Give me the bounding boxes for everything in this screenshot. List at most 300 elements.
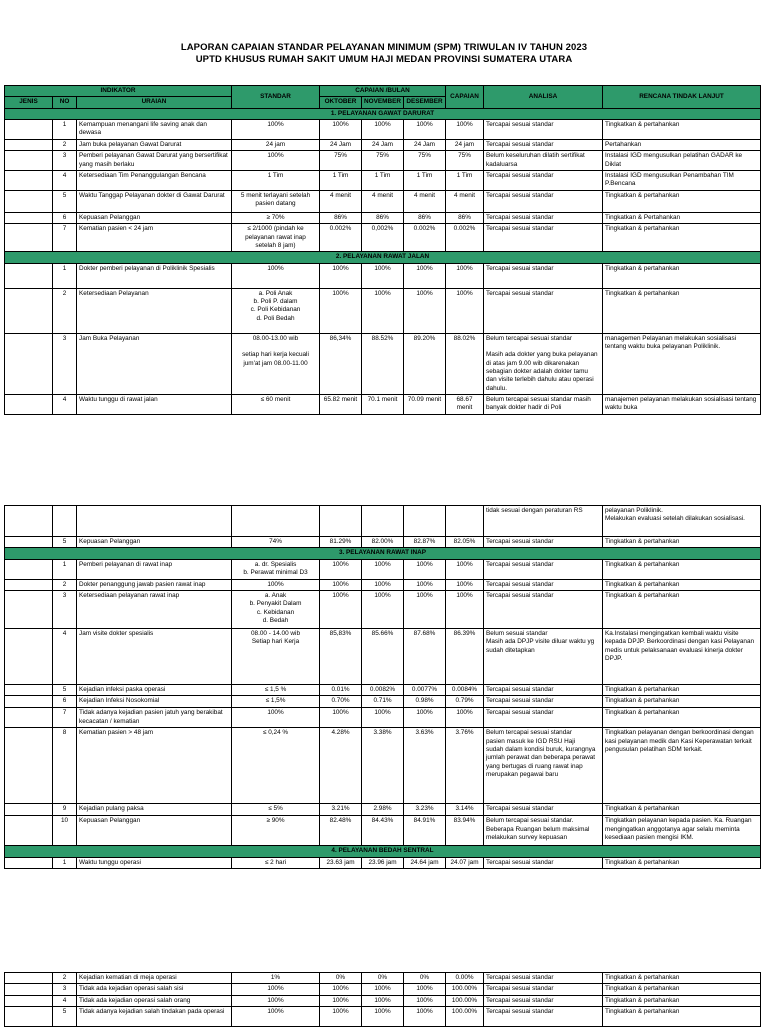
desember-cell: 100% bbox=[404, 995, 446, 1006]
no-cell: 6 bbox=[53, 212, 77, 223]
capaian-cell: 0.002% bbox=[446, 224, 484, 252]
analisa-cell: Tercapai sesuai standar bbox=[484, 537, 603, 548]
capaian-cell: 3.76% bbox=[446, 728, 484, 804]
empty-cell bbox=[5, 506, 53, 537]
capaian-cell: 4 menit bbox=[446, 190, 484, 212]
desember-cell: 82.87% bbox=[404, 537, 446, 548]
rencana-cell: Tingkatkan & pertahankan bbox=[603, 995, 761, 1006]
rencana-cell: Tingkatkan & pertahankan bbox=[603, 804, 761, 816]
analisa-cell: Belum sesuai standar Masih ada DPJP visite diluar waktu yg sudah ditetapkan bbox=[484, 628, 603, 684]
no-cell: 10 bbox=[53, 816, 77, 846]
oktober-cell: 86% bbox=[320, 212, 362, 223]
rencana-cell: Instalasi IGD mengusulkan pelatihan GADAR ke Diklat bbox=[603, 151, 761, 171]
analisa-cell: Belum tercapai sesuai standar pasien masuk ke IGD RSU Haji sudah dalam kondisi buruk, kurangnya jumlah perawat dan beberapa perawat yang bertugas di ruang rawat inap merupakan pegawai baru bbox=[484, 728, 603, 804]
empty-cell bbox=[77, 506, 232, 537]
indicator-row bbox=[5, 579, 761, 590]
november-cell: 0% bbox=[362, 973, 404, 984]
header-november: NOVEMBER bbox=[362, 97, 404, 108]
rencana-cell: Ka.Instalasi mengingatkan kembali waktu visite kepada DPJP. Berkoordinasi dengan kasi Pelayanan medis untuk pelaksanaan evaluasi kinerja dokter DPJP. bbox=[603, 628, 761, 684]
standar-cell: ≤ 1,5 % bbox=[232, 684, 320, 695]
desember-cell: 4 menit bbox=[404, 190, 446, 212]
analisa-cell: Tercapai sesuai standar bbox=[484, 590, 603, 628]
desember-cell: 89.20% bbox=[404, 333, 446, 394]
header-capaian: CAPAIAN bbox=[446, 86, 484, 109]
oktober-cell: 100% bbox=[320, 119, 362, 139]
empty-cell bbox=[53, 506, 77, 537]
uraian-cell: Dokter pemberi pelayanan di Poliklinik Spesialis bbox=[77, 263, 232, 288]
no-cell: 5 bbox=[53, 537, 77, 548]
uraian-cell: Kepuasan Pelanggan bbox=[77, 816, 232, 846]
no-cell: 6 bbox=[53, 696, 77, 708]
uraian-cell: Kejadian infeksi paska operasi bbox=[77, 684, 232, 695]
no-cell: 3 bbox=[53, 590, 77, 628]
jenis-cell bbox=[5, 973, 53, 984]
indicator-row bbox=[5, 816, 761, 846]
header-jenis: JENIS bbox=[5, 97, 53, 108]
jenis-cell bbox=[5, 190, 53, 212]
analisa-cell: Tercapai sesuai standar bbox=[484, 139, 603, 150]
november-cell: 86% bbox=[362, 212, 404, 223]
oktober-cell: 0.002% bbox=[320, 224, 362, 252]
jenis-cell bbox=[5, 151, 53, 171]
capaian-cell: 100% bbox=[446, 708, 484, 728]
indicator-row bbox=[5, 212, 761, 223]
oktober-cell: 100% bbox=[320, 995, 362, 1006]
desember-cell: 100% bbox=[404, 263, 446, 288]
analisa-cell: Tercapai sesuai standar bbox=[484, 684, 603, 695]
analisa-cell: Tercapai sesuai standar bbox=[484, 190, 603, 212]
capaian-cell: 100% bbox=[446, 579, 484, 590]
rencana-cell: manajemen pelayanan melakukan sosialisasi tentang waktu buka bbox=[603, 394, 761, 414]
no-cell: 5 bbox=[53, 1006, 77, 1026]
capaian-cell: 24 jam bbox=[446, 139, 484, 150]
november-cell: 100% bbox=[362, 288, 404, 333]
desember-cell: 24.64 jam bbox=[404, 857, 446, 868]
no-cell: 4 bbox=[53, 394, 77, 414]
analisa-cell: Tercapai sesuai standar bbox=[484, 119, 603, 139]
oktober-cell: 23.63 jam bbox=[320, 857, 362, 868]
section-header-row bbox=[5, 108, 761, 119]
oktober-cell: 4.28% bbox=[320, 728, 362, 804]
rencana-cell: Tingkatkan & pertahankan bbox=[603, 590, 761, 628]
jenis-cell bbox=[5, 857, 53, 868]
no-cell: 8 bbox=[53, 728, 77, 804]
uraian-cell: Waktu Tanggap Pelayanan dokter di Gawat Darurat bbox=[77, 190, 232, 212]
november-cell: 82.00% bbox=[362, 537, 404, 548]
continuation-row bbox=[5, 506, 761, 537]
analisa-cell: Belum tercapai sesuai standar Masih ada dokter yang buka pelayanan di atas jam 9.00 wib dikarenakan sebagian dokter adalah dokter tamu dan visite terlebih dahulu atau operasi dahulu. bbox=[484, 333, 603, 394]
november-cell: 100% bbox=[362, 559, 404, 579]
desember-cell: 0.002% bbox=[404, 224, 446, 252]
jenis-cell bbox=[5, 119, 53, 139]
standar-cell: 100% bbox=[232, 708, 320, 728]
section-title: 1. PELAYANAN GAWAT DARURAT bbox=[5, 108, 761, 119]
oktober-cell: 100% bbox=[320, 1006, 362, 1026]
analisa-cell: Tercapai sesuai standar bbox=[484, 579, 603, 590]
jenis-cell bbox=[5, 288, 53, 333]
indicator-row bbox=[5, 857, 761, 868]
november-cell: 70.1 menit bbox=[362, 394, 404, 414]
november-cell: 88.52% bbox=[362, 333, 404, 394]
november-cell: 85.66% bbox=[362, 628, 404, 684]
capaian-cell: 82.05% bbox=[446, 537, 484, 548]
rencana-cell: Tingkatkan & pertahankan bbox=[603, 1006, 761, 1026]
uraian-cell: Ketersediaan pelayanan rawat inap bbox=[77, 590, 232, 628]
november-cell: 100% bbox=[362, 119, 404, 139]
no-cell: 1 bbox=[53, 263, 77, 288]
header-capaian-bulan: CAPAIAN /BULAN bbox=[320, 86, 446, 97]
capaian-cell: 0.00% bbox=[446, 973, 484, 984]
empty-cell bbox=[446, 506, 484, 537]
standar-cell: 100% bbox=[232, 1006, 320, 1026]
oktober-cell: 85,83% bbox=[320, 628, 362, 684]
oktober-cell: 100% bbox=[320, 579, 362, 590]
oktober-cell: 0.70% bbox=[320, 696, 362, 708]
standar-cell: ≥ 90% bbox=[232, 816, 320, 846]
header-uraian: URAIAN bbox=[77, 97, 232, 108]
analisa-cell: Tercapai sesuai standar bbox=[484, 170, 603, 190]
capaian-cell: 100% bbox=[446, 590, 484, 628]
jenis-cell bbox=[5, 263, 53, 288]
capaian-cell: 86% bbox=[446, 212, 484, 223]
spm-table-page-2 bbox=[4, 505, 761, 869]
desember-cell: 0.98% bbox=[404, 696, 446, 708]
section-header-row bbox=[5, 252, 761, 263]
indicator-row bbox=[5, 139, 761, 150]
november-cell: 100% bbox=[362, 1006, 404, 1026]
indicator-row bbox=[5, 628, 761, 684]
jenis-cell bbox=[5, 804, 53, 816]
oktober-cell: 100% bbox=[320, 559, 362, 579]
header-standar: STANDAR bbox=[232, 86, 320, 109]
standar-cell: 100% bbox=[232, 984, 320, 995]
uraian-cell: Tidak ada kejadian operasi salah sisi bbox=[77, 984, 232, 995]
capaian-cell: 100% bbox=[446, 559, 484, 579]
rencana-cell: Tingkatkan & pertahankan bbox=[603, 537, 761, 548]
analisa-cell: Tercapai sesuai standar bbox=[484, 288, 603, 333]
rencana-cell: Tingkatkan & pertahankan bbox=[603, 190, 761, 212]
rencana-cell: Tingkatkan & pertahankan bbox=[603, 559, 761, 579]
oktober-cell: 100% bbox=[320, 590, 362, 628]
empty-cell bbox=[320, 506, 362, 537]
desember-cell: 100% bbox=[404, 579, 446, 590]
no-cell: 4 bbox=[53, 628, 77, 684]
standar-cell: 100% bbox=[232, 151, 320, 171]
standar-cell: 08.00-13.00 wib setiap hari kerja kecuali jum'at jam 08.00-11.00 bbox=[232, 333, 320, 394]
no-cell: 2 bbox=[53, 973, 77, 984]
standar-cell: 100% bbox=[232, 995, 320, 1006]
desember-cell: 100% bbox=[404, 708, 446, 728]
rencana-cell: Tingkatkan & pertahankan bbox=[603, 984, 761, 995]
no-cell: 9 bbox=[53, 804, 77, 816]
november-cell: 1 Tim bbox=[362, 170, 404, 190]
indicator-row bbox=[5, 537, 761, 548]
capaian-cell: 24.07 jam bbox=[446, 857, 484, 868]
indicator-row bbox=[5, 394, 761, 414]
november-cell: 100% bbox=[362, 579, 404, 590]
november-cell: 0.71% bbox=[362, 696, 404, 708]
uraian-cell: Ketersediaan Tim Penanggulangan Bencana bbox=[77, 170, 232, 190]
oktober-cell: 75% bbox=[320, 151, 362, 171]
empty-cell bbox=[404, 506, 446, 537]
analisa-cell: Tercapai sesuai standar bbox=[484, 224, 603, 252]
capaian-cell: 100% bbox=[446, 263, 484, 288]
oktober-cell: 100% bbox=[320, 984, 362, 995]
capaian-cell: 0.79% bbox=[446, 696, 484, 708]
desember-cell: 70.09 menit bbox=[404, 394, 446, 414]
november-cell: 0,002% bbox=[362, 224, 404, 252]
empty-cell bbox=[232, 506, 320, 537]
header-rencana: RENCANA TINDAK LANJUT bbox=[603, 86, 761, 109]
capaian-cell: 100.00% bbox=[446, 984, 484, 995]
november-cell: 2.98% bbox=[362, 804, 404, 816]
desember-cell: 84.91% bbox=[404, 816, 446, 846]
rencana-cell: pelayanan Poliklinik. Melakukan evaluasi setelah dilakukan sosialisasi. bbox=[603, 506, 761, 537]
jenis-cell bbox=[5, 708, 53, 728]
section-header-row bbox=[5, 548, 761, 559]
jenis-cell bbox=[5, 684, 53, 695]
jenis-cell bbox=[5, 394, 53, 414]
analisa-cell: Tercapai sesuai standar bbox=[484, 995, 603, 1006]
capaian-cell: 100% bbox=[446, 119, 484, 139]
desember-cell: 3.63% bbox=[404, 728, 446, 804]
indicator-row bbox=[5, 984, 761, 995]
rencana-cell: Tingkatkan & pertahankan bbox=[603, 288, 761, 333]
jenis-cell bbox=[5, 728, 53, 804]
capaian-cell: 100% bbox=[446, 288, 484, 333]
standar-cell: a. Anak b. Penyakit Dalam c. Kebidanan d. Bedah bbox=[232, 590, 320, 628]
november-cell: 100% bbox=[362, 263, 404, 288]
analisa-cell: Tercapai sesuai standar bbox=[484, 708, 603, 728]
jenis-cell bbox=[5, 537, 53, 548]
desember-cell: 3.23% bbox=[404, 804, 446, 816]
desember-cell: 100% bbox=[404, 119, 446, 139]
standar-cell: 74% bbox=[232, 537, 320, 548]
rencana-cell: Tingkatkan & pertahankan bbox=[603, 857, 761, 868]
rencana-cell: Tingkatkan & Pertahankan bbox=[603, 212, 761, 223]
no-cell: 1 bbox=[53, 119, 77, 139]
uraian-cell: Tidak adanya kejadian salah tindakan pada operasi bbox=[77, 1006, 232, 1026]
header-analisa: ANALISA bbox=[484, 86, 603, 109]
desember-cell: 100% bbox=[404, 984, 446, 995]
section-title: 3. PELAYANAN RAWAT INAP bbox=[5, 548, 761, 559]
standar-cell: 100% bbox=[232, 579, 320, 590]
desember-cell: 100% bbox=[404, 590, 446, 628]
november-cell: 100% bbox=[362, 995, 404, 1006]
desember-cell: 87.68% bbox=[404, 628, 446, 684]
no-cell: 7 bbox=[53, 708, 77, 728]
standar-cell: ≥ 70% bbox=[232, 212, 320, 223]
report-title-line-1: LAPORAN CAPAIAN STANDAR PELAYANAN MINIMUM (SPM) TRIWULAN IV TAHUN 2023 bbox=[180, 42, 588, 53]
jenis-cell bbox=[5, 333, 53, 394]
jenis-cell bbox=[5, 212, 53, 223]
capaian-cell: 100.00% bbox=[446, 1006, 484, 1026]
oktober-cell: 24 Jam bbox=[320, 139, 362, 150]
rencana-cell: Tingkatkan & pertahankan bbox=[603, 973, 761, 984]
indicator-row bbox=[5, 696, 761, 708]
uraian-cell: Tidak ada kejadian operasi salah orang bbox=[77, 995, 232, 1006]
analisa-cell: Tercapai sesuai standar bbox=[484, 984, 603, 995]
section-header-row bbox=[5, 846, 761, 857]
jenis-cell bbox=[5, 1006, 53, 1026]
uraian-cell: Kepuasan Pelanggan bbox=[77, 212, 232, 223]
standar-cell: ≤ 1,5% bbox=[232, 696, 320, 708]
desember-cell: 24 Jam bbox=[404, 139, 446, 150]
jenis-cell bbox=[5, 559, 53, 579]
jenis-cell bbox=[5, 224, 53, 252]
standar-cell: ≤ 2 hari bbox=[232, 857, 320, 868]
standar-cell: 1 Tim bbox=[232, 170, 320, 190]
jenis-cell bbox=[5, 984, 53, 995]
indicator-row bbox=[5, 728, 761, 804]
oktober-cell: 3.21% bbox=[320, 804, 362, 816]
uraian-cell: Jam visite dokter spesialis bbox=[77, 628, 232, 684]
standar-cell: 100% bbox=[232, 263, 320, 288]
analisa-cell: Tercapai sesuai standar bbox=[484, 973, 603, 984]
capaian-cell: 86.39% bbox=[446, 628, 484, 684]
indicator-row bbox=[5, 288, 761, 333]
indicator-row bbox=[5, 151, 761, 171]
capaian-cell: 68.67 menit bbox=[446, 394, 484, 414]
uraian-cell: Kematian pasien < 24 jam bbox=[77, 224, 232, 252]
section-title: 2. PELAYANAN RAWAT JALAN bbox=[5, 252, 761, 263]
uraian-cell: Kejadian Infeksi Nosokomial bbox=[77, 696, 232, 708]
uraian-cell: Kejadian kematian di meja operasi bbox=[77, 973, 232, 984]
rencana-cell: Tingkatkan & pertahankan bbox=[603, 696, 761, 708]
uraian-cell: Kematian pasien > 48 jam bbox=[77, 728, 232, 804]
standar-cell: a. dr. Spesialis b. Perawat minimal D3 bbox=[232, 559, 320, 579]
desember-cell: 1 Tim bbox=[404, 170, 446, 190]
november-cell: 4 menit bbox=[362, 190, 404, 212]
analisa-cell: Tercapai sesuai standar bbox=[484, 263, 603, 288]
analisa-cell: tidak sesuai dengan peraturan RS bbox=[484, 506, 603, 537]
no-cell: 1 bbox=[53, 857, 77, 868]
capaian-cell: 75% bbox=[446, 151, 484, 171]
rencana-cell: managemen Pelayanan melakukan sosialisasi tentang waktu buka pelayanan Poliklinik. bbox=[603, 333, 761, 394]
analisa-cell: Belum keseluruhan dilatih sertifikat kadaluarsa bbox=[484, 151, 603, 171]
november-cell: 100% bbox=[362, 590, 404, 628]
rencana-cell: Tingkatkan & pertahankan bbox=[603, 224, 761, 252]
rencana-cell: Tingkatkan & pertahankan bbox=[603, 119, 761, 139]
standar-cell: ≤ 60 menit bbox=[232, 394, 320, 414]
november-cell: 75% bbox=[362, 151, 404, 171]
desember-cell: 0.0077% bbox=[404, 684, 446, 695]
indicator-row bbox=[5, 708, 761, 728]
uraian-cell: Waktu tunggu operasi bbox=[77, 857, 232, 868]
desember-cell: 100% bbox=[404, 1006, 446, 1026]
no-cell: 7 bbox=[53, 224, 77, 252]
desember-cell: 100% bbox=[404, 559, 446, 579]
rencana-cell: Instalasi IGD mengusulkan Penambahan TIM P.Bencana bbox=[603, 170, 761, 190]
analisa-cell: Belum tercapai sesuai standar masih banyak dokter hadir di Poli bbox=[484, 394, 603, 414]
no-cell: 3 bbox=[53, 984, 77, 995]
rencana-cell: Tingkatkan pelayanan kepada pasien. Ka. Ruangan mengingatkan anggotanya agar selalu meminta kesediaan pasien mengisi IKM. bbox=[603, 816, 761, 846]
jenis-cell bbox=[5, 139, 53, 150]
no-cell: 1 bbox=[53, 559, 77, 579]
jenis-cell bbox=[5, 170, 53, 190]
analisa-cell: Tercapai sesuai standar bbox=[484, 857, 603, 868]
analisa-cell: Belum tercapai sesuai standar. Beberapa Ruangan belum maksimal melakukan survey kepuasan bbox=[484, 816, 603, 846]
analisa-cell: Tercapai sesuai standar bbox=[484, 559, 603, 579]
indicator-row bbox=[5, 170, 761, 190]
uraian-cell: Waktu tunggu di rawat jalan bbox=[77, 394, 232, 414]
rencana-cell: Tingkatkan & pertahankan bbox=[603, 263, 761, 288]
indicator-row bbox=[5, 590, 761, 628]
jenis-cell bbox=[5, 995, 53, 1006]
oktober-cell: 0.01% bbox=[320, 684, 362, 695]
standar-cell: ≤ 5% bbox=[232, 804, 320, 816]
rencana-cell: Tingkatkan pelayanan dengan berkoordinasi dengan kasi pelayanan medik dan Kasi Keperawatan terkait pengusulan pelatihan SDM terkait. bbox=[603, 728, 761, 804]
report-title-line-2: UPTD KHUSUS RUMAH SAKIT UMUM HAJI MEDAN PROVINSI SUMATERA UTARA bbox=[195, 54, 573, 65]
desember-cell: 75% bbox=[404, 151, 446, 171]
standar-cell: 1% bbox=[232, 973, 320, 984]
oktober-cell: 0% bbox=[320, 973, 362, 984]
standar-cell: ≤ 0,24 % bbox=[232, 728, 320, 804]
desember-cell: 100% bbox=[404, 288, 446, 333]
jenis-cell bbox=[5, 696, 53, 708]
oktober-cell: 1 Tim bbox=[320, 170, 362, 190]
uraian-cell: Pemberi pelayanan Gawat Darurat yang bersertifikat yang masih berlaku bbox=[77, 151, 232, 171]
indicator-row bbox=[5, 190, 761, 212]
no-cell: 5 bbox=[53, 684, 77, 695]
november-cell: 23.96 jam bbox=[362, 857, 404, 868]
spm-table-page-1 bbox=[4, 85, 761, 415]
capaian-cell: 100.00% bbox=[446, 995, 484, 1006]
desember-cell: 0% bbox=[404, 973, 446, 984]
oktober-cell: 4 menit bbox=[320, 190, 362, 212]
oktober-cell: 81.29% bbox=[320, 537, 362, 548]
header-no: NO bbox=[53, 97, 77, 108]
november-cell: 0.0082% bbox=[362, 684, 404, 695]
no-cell: 2 bbox=[53, 579, 77, 590]
no-cell: 3 bbox=[53, 151, 77, 171]
empty-cell bbox=[362, 506, 404, 537]
standar-cell: 24 jam bbox=[232, 139, 320, 150]
uraian-cell: Jam buka pelayanan Gawat Darurat bbox=[77, 139, 232, 150]
standar-cell: 100% bbox=[232, 119, 320, 139]
jenis-cell bbox=[5, 590, 53, 628]
header-desember: DESEMBER bbox=[404, 97, 446, 108]
uraian-cell: Kejadian pulang paksa bbox=[77, 804, 232, 816]
indicator-row bbox=[5, 973, 761, 984]
rencana-cell: Tingkatkan & pertahankan bbox=[603, 708, 761, 728]
indicator-row bbox=[5, 333, 761, 394]
oktober-cell: 65.82 menit bbox=[320, 394, 362, 414]
indicator-row bbox=[5, 684, 761, 695]
november-cell: 100% bbox=[362, 708, 404, 728]
indicator-row bbox=[5, 224, 761, 252]
jenis-cell bbox=[5, 816, 53, 846]
indicator-row bbox=[5, 263, 761, 288]
no-cell: 4 bbox=[53, 170, 77, 190]
november-cell: 3.38% bbox=[362, 728, 404, 804]
indicator-row bbox=[5, 995, 761, 1006]
rencana-cell: Tingkatkan & pertahankan bbox=[603, 579, 761, 590]
november-cell: 84.43% bbox=[362, 816, 404, 846]
jenis-cell bbox=[5, 628, 53, 684]
indicator-row bbox=[5, 119, 761, 139]
no-cell: 4 bbox=[53, 995, 77, 1006]
header-indikator: INDIKATOR bbox=[5, 86, 232, 97]
indicator-row bbox=[5, 559, 761, 579]
uraian-cell: Jam Buka Pelayanan bbox=[77, 333, 232, 394]
november-cell: 24 Jam bbox=[362, 139, 404, 150]
capaian-cell: 0.0084% bbox=[446, 684, 484, 695]
no-cell: 2 bbox=[53, 288, 77, 333]
rencana-cell: Tingkatkan & pertahankan bbox=[603, 684, 761, 695]
analisa-cell: Tercapai sesuai standar bbox=[484, 696, 603, 708]
no-cell: 2 bbox=[53, 139, 77, 150]
